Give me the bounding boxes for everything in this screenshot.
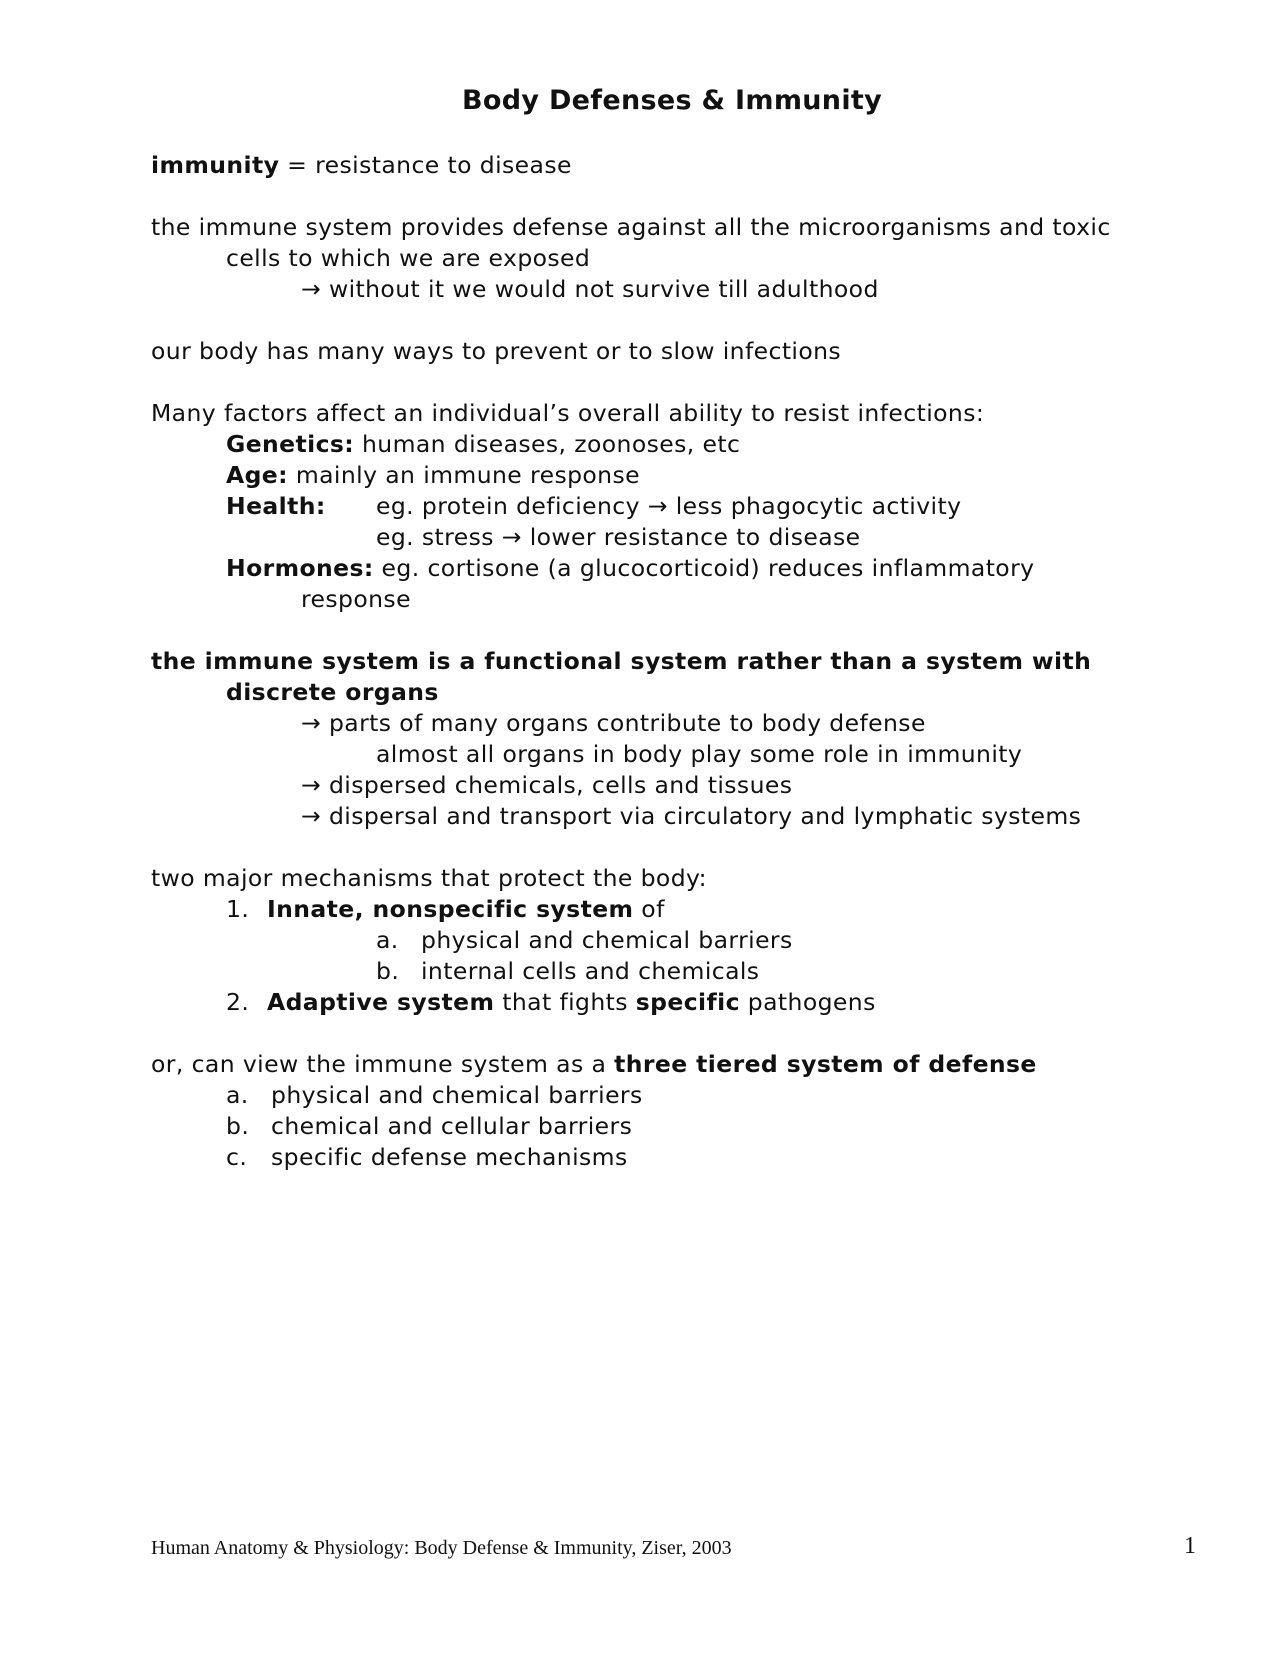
genetics-text: human diseases, zoonoses, etc (354, 430, 741, 458)
functional-heading-2: discrete organs (226, 678, 439, 706)
footer-citation: Human Anatomy & Physiology: Body Defense & Immunity, Ziser, 2003 (151, 1537, 732, 1559)
functional-line-1 (151, 646, 1211, 677)
immune-provides-line-3: → without it we would not survive till adulthood (301, 275, 879, 303)
mechanism-item-2-mid: that fights (494, 988, 636, 1016)
tiered-item-c-text: specific defense mechanisms (271, 1143, 628, 1171)
functional-bullet-1: → parts of many organs contribute to body defense (301, 709, 926, 737)
health-label: Health: (226, 492, 326, 520)
immunity-definition-text: = resistance to disease (279, 151, 572, 179)
mechanism-item-1a (151, 925, 1211, 956)
functional-bullet-1-sub: almost all organs in body play some role in immunity (376, 740, 1023, 768)
immune-provides-line-1: the immune system provides defense against all the microorganisms and toxic (151, 213, 1111, 241)
mechanism-item-2-number: 2. (226, 988, 250, 1016)
functional-line-2 (151, 677, 1211, 708)
factor-age (151, 460, 1211, 491)
mechanism-item-2-bold-2: specific (635, 988, 740, 1016)
factor-health (151, 491, 1211, 522)
hormones-label: Hormones: (226, 554, 374, 582)
functional-heading-1: the immune system is a functional system rather than a system with (151, 647, 1092, 675)
factor-hormones (151, 553, 1211, 584)
factor-health-2: eg. stress → lower resistance to disease (376, 523, 861, 551)
hormones-text: eg. cortisone (a glucocorticoid) reduces inflammatory (373, 554, 1035, 582)
functional-bullet-3: → dispersal and transport via circulatory and lymphatic systems (301, 802, 1082, 830)
tiered-item-a-letter: a. (226, 1081, 249, 1109)
mechanism-item-1b-letter: b. (376, 957, 400, 985)
factor-genetics (151, 429, 1211, 460)
health-text-1: eg. protein deficiency → less phagocytic activity (376, 492, 962, 520)
age-label: Age: (226, 461, 288, 489)
age-text: mainly an immune response (287, 461, 640, 489)
tiered-item-a-text: physical and chemical barriers (271, 1081, 643, 1109)
tiered-intro-plain: or, can view the immune system as a (151, 1050, 615, 1078)
functional-bullet-2: → dispersed chemicals, cells and tissues (301, 771, 793, 799)
immune-provides-line-2: cells to which we are exposed (226, 244, 591, 272)
mechanism-item-1-bold: Innate, nonspecific system (267, 895, 634, 923)
genetics-label: Genetics: (226, 430, 355, 458)
tiered-item-b-letter: b. (226, 1112, 250, 1140)
page-number: 1 (1184, 1533, 1196, 1559)
immunity-definition (151, 150, 1211, 181)
page-footer (151, 1533, 1196, 1560)
mechanisms-intro: two major mechanisms that protect the body: (151, 864, 707, 892)
mechanism-item-1-number: 1. (226, 895, 250, 923)
tiered-item-c (151, 1142, 1211, 1173)
mechanism-item-1b (151, 956, 1211, 987)
tiered-item-a (151, 1080, 1211, 1111)
document-body (151, 150, 1211, 1173)
mechanism-item-1-rest: of (633, 895, 665, 923)
mechanism-item-1a-text: physical and chemical barriers (421, 926, 793, 954)
immunity-term: immunity (151, 151, 280, 179)
mechanism-item-2 (151, 987, 1211, 1018)
tiered-item-c-letter: c. (226, 1143, 248, 1171)
mechanism-item-1 (151, 894, 1211, 925)
tiered-intro-bold: three tiered system of defense (614, 1050, 1037, 1078)
mechanism-item-2-bold-1: Adaptive system (267, 988, 495, 1016)
tiered-item-b-text: chemical and cellular barriers (271, 1112, 633, 1140)
factors-intro: Many factors affect an individual’s overall ability to resist infections: (151, 399, 985, 427)
mechanism-item-2-rest: pathogens (739, 988, 876, 1016)
mechanism-item-1a-letter: a. (376, 926, 399, 954)
body-ways-line: our body has many ways to prevent or to slow infections (151, 337, 842, 365)
page-title: Body Defenses & Immunity (462, 85, 882, 116)
factor-hormones-2: response (301, 585, 411, 613)
mechanism-item-1b-text: internal cells and chemicals (421, 957, 760, 985)
tiered-intro (151, 1049, 1211, 1080)
tiered-item-b (151, 1111, 1211, 1142)
